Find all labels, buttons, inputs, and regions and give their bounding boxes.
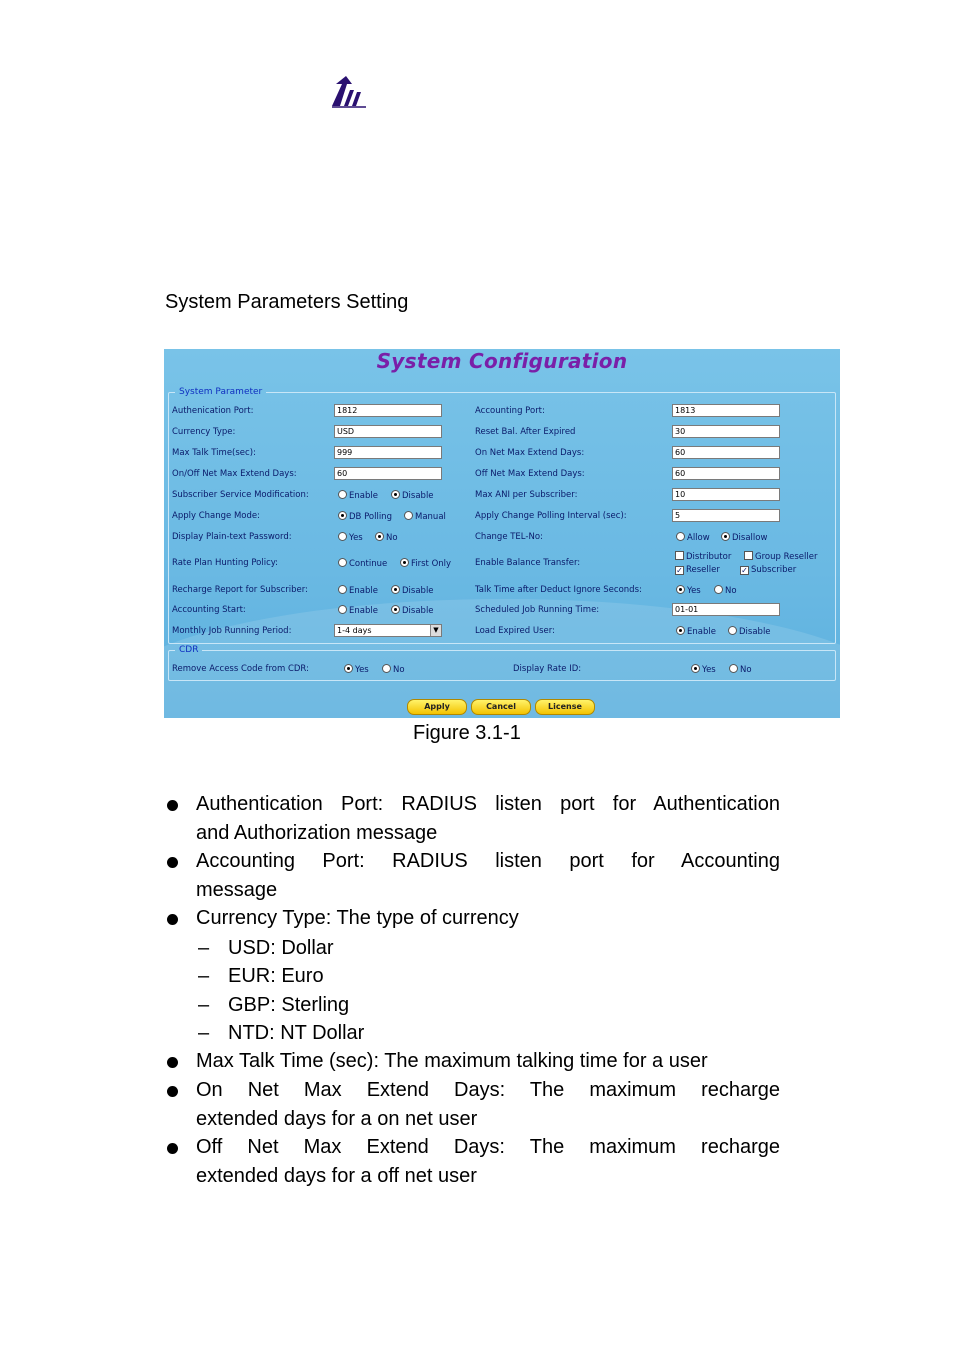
bullet-dot-icon [167, 1086, 178, 1097]
sub-item-text: NTD: NT Dollar [228, 1022, 365, 1044]
radio-icon[interactable] [338, 490, 347, 499]
dash-icon: – [198, 1022, 210, 1044]
max-ani-input[interactable]: 10 [672, 488, 780, 501]
bullet-text-line: message [196, 879, 278, 901]
sub-item-text: USD: Dollar [228, 937, 334, 959]
radio-icon[interactable] [338, 558, 347, 567]
bullet-authentication-port [196, 790, 780, 848]
sub-service-enable-option[interactable] [338, 490, 378, 501]
plain-password-yes-option[interactable] [338, 532, 363, 543]
talk-time-yes-option[interactable] [676, 585, 701, 596]
dash-icon: – [198, 994, 210, 1016]
apply-mode-manual-option[interactable] [404, 511, 446, 522]
group-reseller-checkbox[interactable] [744, 551, 817, 562]
bullet-text-line: extended days for a off net user [196, 1165, 477, 1187]
sub-service-disable-option[interactable] [391, 490, 434, 501]
bullet-text-line: Accounting Port: RADIUS listen port for Accounting [196, 850, 780, 872]
scheduled-job-input[interactable]: 01-01 [672, 603, 780, 616]
radio-icon[interactable] [338, 585, 347, 594]
radio-icon[interactable] [338, 532, 347, 541]
option-label: Yes [349, 533, 363, 543]
checkbox-checked-icon[interactable]: ✓ [741, 566, 748, 575]
remove-access-label: Remove Access Code from CDR: [172, 664, 309, 674]
radio-selected-icon[interactable] [344, 664, 353, 673]
bullet-max-talk-time [196, 1047, 780, 1076]
remove-access-no-option[interactable] [382, 664, 405, 675]
radio-selected-icon[interactable] [391, 605, 400, 614]
radio-selected-icon[interactable] [676, 626, 685, 635]
sub-item-eur [198, 962, 324, 991]
sub-item-ntd [198, 1019, 365, 1048]
reset-bal-input[interactable]: 30 [672, 425, 780, 438]
bullet-text-line: extended days for a on net user [196, 1108, 478, 1130]
option-label: Enable [349, 606, 378, 616]
option-label: Manual [415, 512, 446, 522]
option-label: No [386, 533, 398, 543]
talk-time-no-option[interactable] [714, 585, 737, 596]
radio-selected-icon[interactable] [375, 532, 384, 541]
radio-icon[interactable] [404, 511, 413, 520]
radio-selected-icon[interactable] [676, 585, 685, 594]
sub-item-text: GBP: Sterling [228, 994, 350, 1016]
option-label: Allow [687, 533, 710, 543]
bullet-dot-icon [167, 914, 178, 925]
section-heading: System Parameters Setting [165, 291, 409, 313]
reseller-checkbox[interactable] [675, 565, 720, 575]
onoff-net-days-label: On/Off Net Max Extend Days: [172, 469, 297, 479]
option-label: Enable [349, 586, 378, 596]
radio-selected-icon[interactable] [691, 664, 700, 673]
radio-icon[interactable] [676, 532, 685, 541]
distributor-checkbox[interactable] [675, 551, 731, 562]
on-net-days-label: On Net Max Extend Days: [475, 448, 585, 458]
option-label: Distributor [686, 552, 732, 562]
accounting-start-disable-option[interactable] [391, 605, 434, 616]
auth-port-input[interactable]: 1812 [334, 404, 442, 417]
off-net-days-input[interactable]: 60 [672, 467, 780, 480]
max-talk-input[interactable]: 999 [334, 446, 442, 459]
display-rate-yes-option[interactable] [691, 664, 716, 675]
on-net-days-input[interactable]: 60 [672, 446, 780, 459]
apply-button[interactable]: Apply [407, 699, 467, 715]
acct-port-input[interactable]: 1813 [672, 404, 780, 417]
option-label: Yes [702, 665, 716, 675]
max-talk-label: Max Talk Time(sec): [172, 448, 256, 458]
bullet-text-line: Authentication Port: RADIUS listen port for Authentication [196, 793, 780, 815]
currency-label: Currency Type: [172, 427, 236, 437]
sub-item-usd [198, 934, 334, 963]
currency-input[interactable]: USD [334, 425, 442, 438]
chevron-down-icon[interactable]: ▼ [430, 625, 441, 636]
dash-icon: – [198, 965, 210, 987]
bullet-text-line: Off Net Max Extend Days: The maximum recharge [196, 1136, 780, 1158]
radio-selected-icon[interactable] [338, 511, 347, 520]
option-label: Disallow [732, 533, 768, 543]
checkbox-checked-icon[interactable]: ✓ [676, 566, 683, 575]
polling-interval-input[interactable]: 5 [672, 509, 780, 522]
cdr-legend: CDR [179, 645, 199, 655]
radio-selected-icon[interactable] [400, 558, 409, 567]
option-label: Group Reseller [755, 552, 818, 562]
recharge-report-label: Recharge Report for Subscriber: [172, 585, 308, 595]
radio-icon[interactable] [728, 626, 737, 635]
bullet-off-net-days [196, 1133, 780, 1191]
apply-mode-db-option[interactable] [338, 511, 392, 522]
display-rate-label: Display Rate ID: [513, 664, 582, 674]
change-tel-label: Change TEL-No: [475, 532, 543, 542]
option-label: Subscriber [751, 565, 797, 575]
plain-password-label: Display Plain-text Password: [172, 532, 292, 542]
radio-selected-icon[interactable] [391, 585, 400, 594]
acct-port-label: Accounting Port: [475, 406, 545, 416]
monthly-job-label: Monthly Job Running Period: [172, 626, 292, 636]
system-parameter-legend: System Parameter [179, 387, 263, 397]
option-label: Continue [349, 559, 388, 569]
remove-access-yes-option[interactable] [344, 664, 369, 675]
option-label: Disable [402, 491, 434, 501]
bullet-dot-icon [167, 1057, 178, 1068]
option-label: Disable [402, 606, 434, 616]
option-label: No [740, 665, 752, 675]
reset-bal-label: Reset Bal. After Expired [475, 427, 576, 437]
option-label: Reseller [686, 565, 720, 575]
radio-icon[interactable] [382, 664, 391, 673]
accounting-start-label: Accounting Start: [172, 605, 246, 615]
recharge-report-enable-option[interactable] [338, 585, 378, 596]
option-label: Enable [687, 627, 716, 637]
onoff-net-days-input[interactable]: 60 [334, 467, 442, 480]
select-value: 1-4 days [337, 626, 372, 635]
rate-plan-continue-option[interactable] [338, 558, 387, 569]
radio-icon[interactable] [338, 605, 347, 614]
option-label: First Only [411, 559, 452, 569]
load-expired-disable-option[interactable] [728, 626, 771, 637]
panel-title: System Configuration [376, 349, 628, 373]
option-label: Disable [739, 627, 771, 637]
cdr-group [168, 645, 836, 681]
radio-selected-icon[interactable] [721, 532, 730, 541]
display-rate-no-option[interactable] [729, 664, 752, 675]
plain-password-no-option[interactable] [375, 532, 398, 543]
license-button[interactable]: License [535, 699, 595, 715]
sub-item-gbp [198, 991, 350, 1020]
cancel-button[interactable]: Cancel [471, 699, 531, 715]
rate-plan-first-only-option[interactable] [400, 558, 451, 569]
bullet-currency-type [196, 904, 780, 933]
load-expired-enable-option[interactable] [676, 626, 716, 637]
option-label: No [393, 665, 405, 675]
checkbox-icon[interactable] [744, 551, 753, 560]
option-label: Yes [355, 665, 369, 675]
sub-service-mod-label: Subscriber Service Modification: [172, 490, 309, 500]
bullet-on-net-days [196, 1076, 780, 1134]
bullet-text-line: and Authorization message [196, 822, 438, 844]
company-logo [330, 76, 370, 108]
option-label: Enable [349, 491, 378, 501]
bullet-dot-icon [167, 1143, 178, 1154]
radio-icon[interactable] [729, 664, 738, 673]
bullet-accounting-port [196, 847, 780, 905]
bullet-text-line: On Net Max Extend Days: The maximum recharge [196, 1079, 780, 1101]
bullet-dot-icon [167, 857, 178, 868]
monthly-job-select[interactable] [334, 624, 442, 637]
option-label: DB Polling [349, 512, 392, 522]
balance-transfer-label: Enable Balance Transfer: [475, 558, 581, 568]
load-expired-label: Load Expired User: [475, 626, 555, 636]
recharge-report-disable-option[interactable] [391, 585, 434, 596]
accounting-start-enable-option[interactable] [338, 605, 378, 616]
dash-icon: – [198, 937, 210, 959]
option-label: Disable [402, 586, 434, 596]
figure-caption: Figure 3.1-1 [413, 722, 521, 744]
radio-icon[interactable] [714, 585, 723, 594]
option-label: No [725, 586, 737, 596]
change-tel-disallow-option[interactable] [721, 532, 767, 543]
checkbox-icon[interactable] [675, 551, 684, 560]
polling-interval-label: Apply Change Polling Interval (sec): [475, 511, 627, 521]
max-ani-label: Max ANI per Subscriber: [475, 490, 578, 500]
off-net-days-label: Off Net Max Extend Days: [475, 469, 585, 479]
talk-time-ignore-label: Talk Time after Deduct Ignore Seconds: [475, 585, 642, 595]
change-tel-allow-option[interactable] [676, 532, 710, 543]
rate-plan-label: Rate Plan Hunting Policy: [172, 558, 279, 568]
sub-item-text: EUR: Euro [228, 965, 324, 987]
auth-port-label: Authenication Port: [172, 406, 254, 416]
bullet-dot-icon [167, 800, 178, 811]
apply-mode-label: Apply Change Mode: [172, 511, 260, 521]
scheduled-job-label: Scheduled Job Running Time: [475, 605, 600, 615]
option-label: Yes [687, 586, 701, 596]
radio-selected-icon[interactable] [391, 490, 400, 499]
subscriber-checkbox[interactable] [740, 565, 796, 575]
bullet-text-line: Currency Type: The type of currency [196, 907, 519, 929]
system-configuration-screenshot [164, 349, 840, 718]
bullet-text-line: Max Talk Time (sec): The maximum talking time for a user [196, 1050, 708, 1072]
